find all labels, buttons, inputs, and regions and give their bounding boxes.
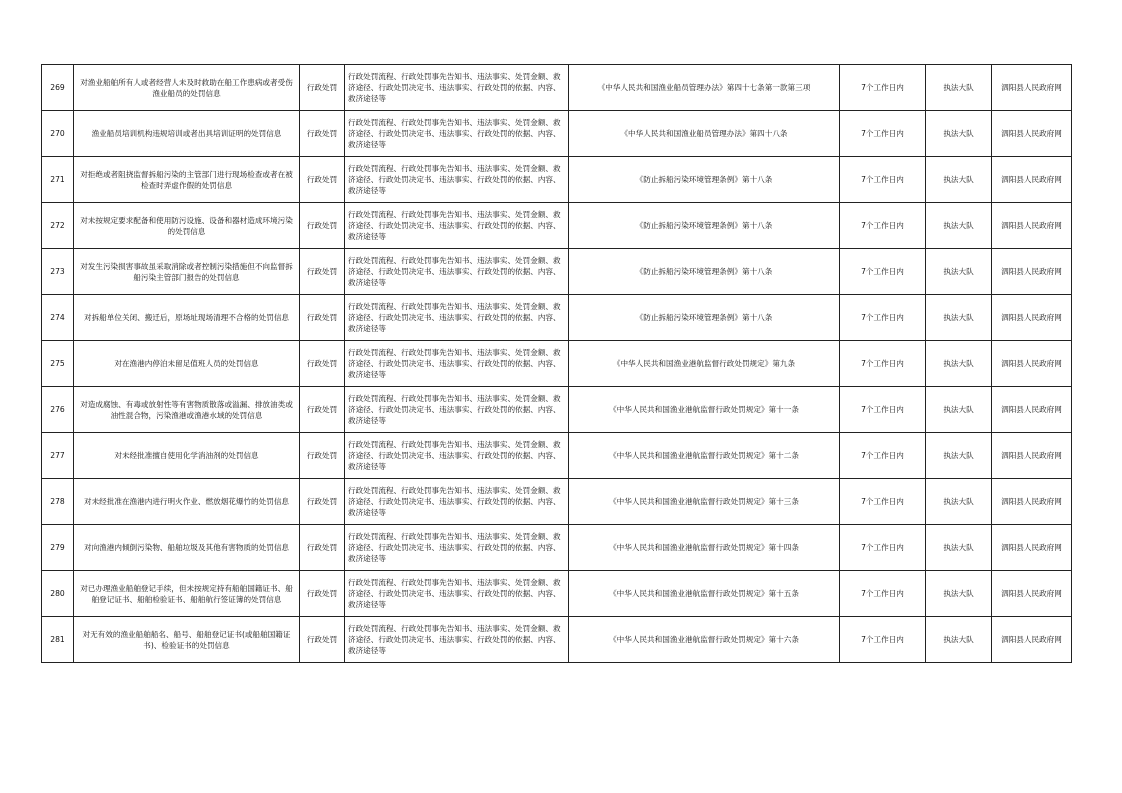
disclosure-time-limit-cell: 7个工作日内 xyxy=(840,571,926,617)
row-number-cell: 281 xyxy=(42,617,74,663)
table-row xyxy=(42,295,1072,341)
responsible-department-cell: 执法大队 xyxy=(926,525,992,571)
item-name-cell: 对拒绝或者阻挠监督拆船污染的主管部门进行现场检查或者在被检查时弄虚作假的处罚信息 xyxy=(74,157,300,203)
legal-basis-cell: 《中华人民共和国渔业船员管理办法》第四十八条 xyxy=(569,111,840,157)
row-number-cell: 280 xyxy=(42,571,74,617)
item-name-cell: 对未经批准擅自使用化学消油剂的处罚信息 xyxy=(74,433,300,479)
table-row xyxy=(42,525,1072,571)
legal-basis-cell: 《防止拆船污染环境管理条例》第十八条 xyxy=(569,249,840,295)
row-number-cell: 269 xyxy=(42,65,74,111)
item-name-cell: 对在渔港内停泊未留足值班人员的处罚信息 xyxy=(74,341,300,387)
action-type-cell: 行政处罚 xyxy=(300,65,345,111)
action-type-cell: 行政处罚 xyxy=(300,157,345,203)
table-row xyxy=(42,111,1072,157)
disclosure-content-cell: 行政处罚流程、行政处罚事先告知书、违法事实、处罚金额、救济途径、行政处罚决定书、违法事实、行政处罚的依据、内容、救济途径等 xyxy=(345,111,569,157)
responsible-department-cell: 执法大队 xyxy=(926,387,992,433)
responsible-department-cell: 执法大队 xyxy=(926,571,992,617)
legal-basis-cell: 《中华人民共和国渔业港航监督行政处罚规定》第十四条 xyxy=(569,525,840,571)
table-row xyxy=(42,203,1072,249)
action-type-cell: 行政处罚 xyxy=(300,203,345,249)
disclosure-channel-cell: 泗阳县人民政府网 xyxy=(992,479,1072,525)
legal-basis-cell: 《防止拆船污染环境管理条例》第十八条 xyxy=(569,203,840,249)
table-row xyxy=(42,157,1072,203)
responsible-department-cell: 执法大队 xyxy=(926,111,992,157)
disclosure-time-limit-cell: 7个工作日内 xyxy=(840,249,926,295)
action-type-cell: 行政处罚 xyxy=(300,617,345,663)
table-row xyxy=(42,433,1072,479)
table-row xyxy=(42,65,1072,111)
item-name-cell: 渔业船员培训机构违规培训或者出具培训证明的处罚信息 xyxy=(74,111,300,157)
disclosure-content-cell: 行政处罚流程、行政处罚事先告知书、违法事实、处罚金额、救济途径、行政处罚决定书、违法事实、行政处罚的依据、内容、救济途径等 xyxy=(345,571,569,617)
item-name-cell: 对无有效的渔业船舶船名、船号、船舶登记证书(或船舶国籍证书)、检验证书的处罚信息 xyxy=(74,617,300,663)
disclosure-channel-cell: 泗阳县人民政府网 xyxy=(992,341,1072,387)
table-row xyxy=(42,617,1072,663)
disclosure-channel-cell: 泗阳县人民政府网 xyxy=(992,203,1072,249)
action-type-cell: 行政处罚 xyxy=(300,295,345,341)
disclosure-time-limit-cell: 7个工作日内 xyxy=(840,65,926,111)
action-type-cell: 行政处罚 xyxy=(300,249,345,295)
legal-basis-cell: 《防止拆船污染环境管理条例》第十八条 xyxy=(569,157,840,203)
disclosure-time-limit-cell: 7个工作日内 xyxy=(840,617,926,663)
disclosure-channel-cell: 泗阳县人民政府网 xyxy=(992,617,1072,663)
disclosure-time-limit-cell: 7个工作日内 xyxy=(840,111,926,157)
responsible-department-cell: 执法大队 xyxy=(926,65,992,111)
action-type-cell: 行政处罚 xyxy=(300,571,345,617)
disclosure-time-limit-cell: 7个工作日内 xyxy=(840,157,926,203)
item-name-cell: 对渔业船舶所有人或者经营人未及时救助在船工作患病或者受伤渔业船员的处罚信息 xyxy=(74,65,300,111)
disclosure-content-cell: 行政处罚流程、行政处罚事先告知书、违法事实、处罚金额、救济途径、行政处罚决定书、违法事实、行政处罚的依据、内容、救济途径等 xyxy=(345,433,569,479)
disclosure-channel-cell: 泗阳县人民政府网 xyxy=(992,525,1072,571)
disclosure-content-cell: 行政处罚流程、行政处罚事先告知书、违法事实、处罚金额、救济途径、行政处罚决定书、违法事实、行政处罚的依据、内容、救济途径等 xyxy=(345,341,569,387)
item-name-cell: 对未经批准在渔港内进行明火作业、燃放烟花爆竹的处罚信息 xyxy=(74,479,300,525)
action-type-cell: 行政处罚 xyxy=(300,433,345,479)
table-row xyxy=(42,341,1072,387)
table-row xyxy=(42,387,1072,433)
legal-basis-cell: 《中华人民共和国渔业港航监督行政处罚规定》第十六条 xyxy=(569,617,840,663)
row-number-cell: 278 xyxy=(42,479,74,525)
disclosure-content-cell: 行政处罚流程、行政处罚事先告知书、违法事实、处罚金额、救济途径、行政处罚决定书、违法事实、行政处罚的依据、内容、救济途径等 xyxy=(345,249,569,295)
action-type-cell: 行政处罚 xyxy=(300,341,345,387)
disclosure-content-cell: 行政处罚流程、行政处罚事先告知书、违法事实、处罚金额、救济途径、行政处罚决定书、违法事实、行政处罚的依据、内容、救济途径等 xyxy=(345,387,569,433)
action-type-cell: 行政处罚 xyxy=(300,111,345,157)
legal-basis-cell: 《中华人民共和国渔业港航监督行政处罚规定》第九条 xyxy=(569,341,840,387)
row-number-cell: 273 xyxy=(42,249,74,295)
disclosure-channel-cell: 泗阳县人民政府网 xyxy=(992,249,1072,295)
legal-basis-cell: 《中华人民共和国渔业船员管理办法》第四十七条第一款第三项 xyxy=(569,65,840,111)
disclosure-channel-cell: 泗阳县人民政府网 xyxy=(992,433,1072,479)
table-row xyxy=(42,249,1072,295)
row-number-cell: 271 xyxy=(42,157,74,203)
disclosure-content-cell: 行政处罚流程、行政处罚事先告知书、违法事实、处罚金额、救济途径、行政处罚决定书、违法事实、行政处罚的依据、内容、救济途径等 xyxy=(345,203,569,249)
disclosure-content-cell: 行政处罚流程、行政处罚事先告知书、违法事实、处罚金额、救济途径、行政处罚决定书、违法事实、行政处罚的依据、内容、救济途径等 xyxy=(345,479,569,525)
disclosure-time-limit-cell: 7个工作日内 xyxy=(840,479,926,525)
disclosure-content-cell: 行政处罚流程、行政处罚事先告知书、违法事实、处罚金额、救济途径、行政处罚决定书、违法事实、行政处罚的依据、内容、救济途径等 xyxy=(345,525,569,571)
legal-basis-cell: 《中华人民共和国渔业港航监督行政处罚规定》第十五条 xyxy=(569,571,840,617)
item-name-cell: 对造成腐蚀、有毒或放射性等有害物质散落或溢漏、排放油类或油性混合物，污染渔港或渔港水域的处罚信息 xyxy=(74,387,300,433)
disclosure-table xyxy=(41,64,1072,663)
item-name-cell: 对已办理渔业船舶登记手续，但未按规定持有船舶国籍证书、船舶登记证书、船舶检验证书、船舶航行签证簿的处罚信息 xyxy=(74,571,300,617)
disclosure-time-limit-cell: 7个工作日内 xyxy=(840,387,926,433)
legal-basis-cell: 《中华人民共和国渔业港航监督行政处罚规定》第十一条 xyxy=(569,387,840,433)
disclosure-channel-cell: 泗阳县人民政府网 xyxy=(992,295,1072,341)
row-number-cell: 274 xyxy=(42,295,74,341)
row-number-cell: 275 xyxy=(42,341,74,387)
responsible-department-cell: 执法大队 xyxy=(926,295,992,341)
disclosure-time-limit-cell: 7个工作日内 xyxy=(840,203,926,249)
disclosure-content-cell: 行政处罚流程、行政处罚事先告知书、违法事实、处罚金额、救济途径、行政处罚决定书、违法事实、行政处罚的依据、内容、救济途径等 xyxy=(345,295,569,341)
responsible-department-cell: 执法大队 xyxy=(926,433,992,479)
responsible-department-cell: 执法大队 xyxy=(926,617,992,663)
row-number-cell: 270 xyxy=(42,111,74,157)
legal-basis-cell: 《中华人民共和国渔业港航监督行政处罚规定》第十二条 xyxy=(569,433,840,479)
legal-basis-cell: 《中华人民共和国渔业港航监督行政处罚规定》第十三条 xyxy=(569,479,840,525)
responsible-department-cell: 执法大队 xyxy=(926,479,992,525)
item-name-cell: 对拆船单位关闭、搬迁后，原场址现场清理不合格的处罚信息 xyxy=(74,295,300,341)
action-type-cell: 行政处罚 xyxy=(300,525,345,571)
disclosure-channel-cell: 泗阳县人民政府网 xyxy=(992,65,1072,111)
responsible-department-cell: 执法大队 xyxy=(926,341,992,387)
responsible-department-cell: 执法大队 xyxy=(926,203,992,249)
row-number-cell: 276 xyxy=(42,387,74,433)
disclosure-channel-cell: 泗阳县人民政府网 xyxy=(992,387,1072,433)
action-type-cell: 行政处罚 xyxy=(300,479,345,525)
disclosure-content-cell: 行政处罚流程、行政处罚事先告知书、违法事实、处罚金额、救济途径、行政处罚决定书、违法事实、行政处罚的依据、内容、救济途径等 xyxy=(345,617,569,663)
item-name-cell: 对向渔港内倾倒污染物、船舶垃圾及其他有害物质的处罚信息 xyxy=(74,525,300,571)
row-number-cell: 272 xyxy=(42,203,74,249)
disclosure-time-limit-cell: 7个工作日内 xyxy=(840,341,926,387)
row-number-cell: 277 xyxy=(42,433,74,479)
responsible-department-cell: 执法大队 xyxy=(926,249,992,295)
table-row xyxy=(42,571,1072,617)
disclosure-channel-cell: 泗阳县人民政府网 xyxy=(992,111,1072,157)
disclosure-content-cell: 行政处罚流程、行政处罚事先告知书、违法事实、处罚金额、救济途径、行政处罚决定书、违法事实、行政处罚的依据、内容、救济途径等 xyxy=(345,65,569,111)
action-type-cell: 行政处罚 xyxy=(300,387,345,433)
table-body xyxy=(42,65,1072,663)
disclosure-channel-cell: 泗阳县人民政府网 xyxy=(992,571,1072,617)
item-name-cell: 对发生污染损害事故虽采取消除或者控制污染措施但不向监督拆船污染主管部门报告的处罚信息 xyxy=(74,249,300,295)
table-row xyxy=(42,479,1072,525)
disclosure-channel-cell: 泗阳县人民政府网 xyxy=(992,157,1072,203)
row-number-cell: 279 xyxy=(42,525,74,571)
disclosure-time-limit-cell: 7个工作日内 xyxy=(840,295,926,341)
disclosure-time-limit-cell: 7个工作日内 xyxy=(840,433,926,479)
responsible-department-cell: 执法大队 xyxy=(926,157,992,203)
disclosure-time-limit-cell: 7个工作日内 xyxy=(840,525,926,571)
legal-basis-cell: 《防止拆船污染环境管理条例》第十八条 xyxy=(569,295,840,341)
item-name-cell: 对未按规定要求配备和使用防污设施、设备和器材造成环境污染的处罚信息 xyxy=(74,203,300,249)
disclosure-content-cell: 行政处罚流程、行政处罚事先告知书、违法事实、处罚金额、救济途径、行政处罚决定书、违法事实、行政处罚的依据、内容、救济途径等 xyxy=(345,157,569,203)
